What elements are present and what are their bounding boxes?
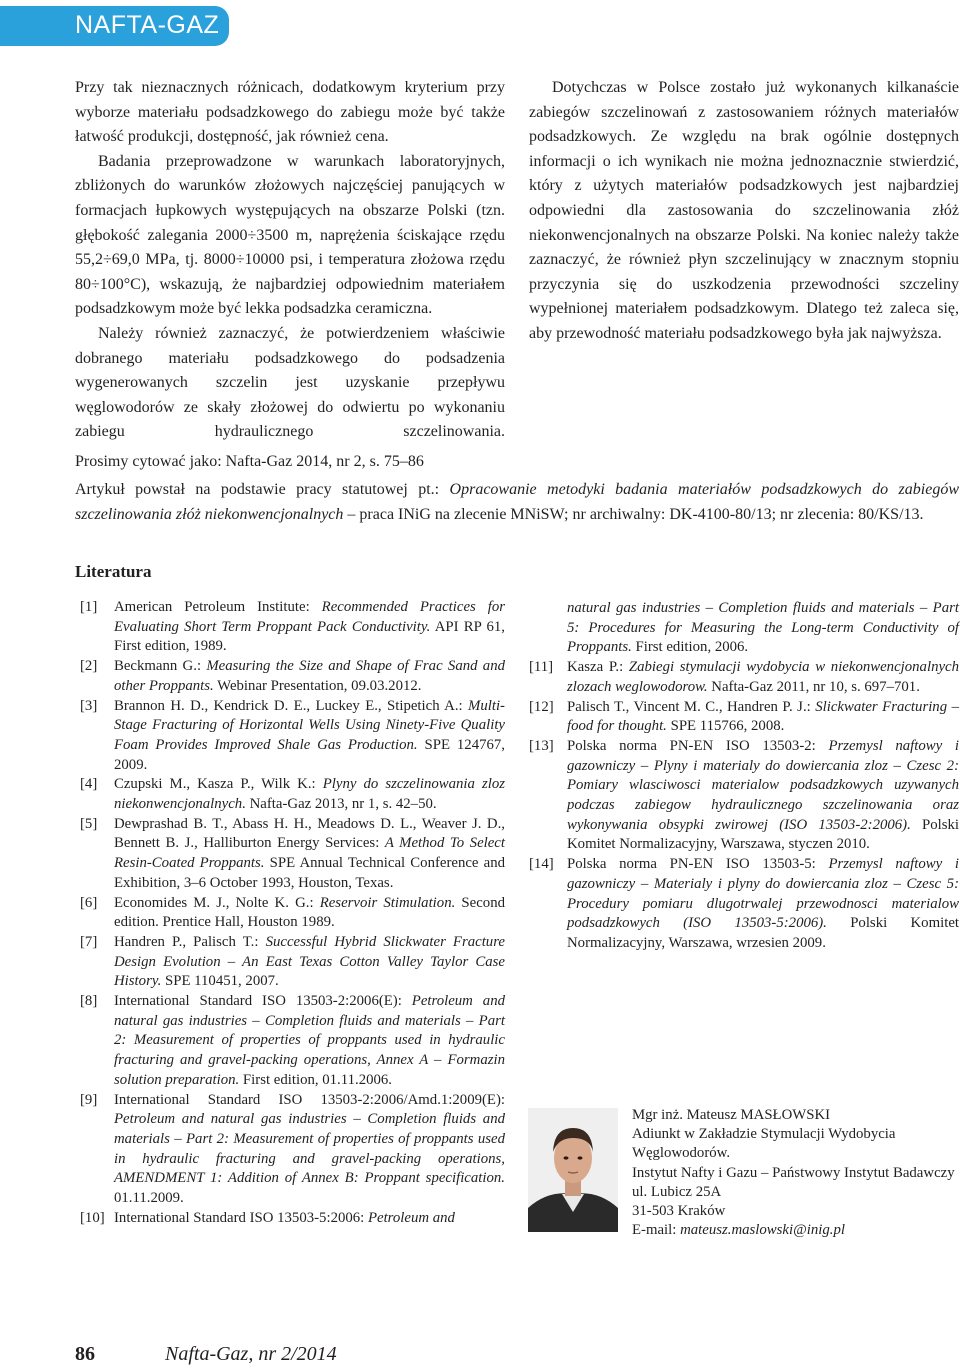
author-email-label: E-mail: — [632, 1222, 681, 1239]
reference-item — [80, 775, 505, 814]
reference-title: Przemysl naftowy i gazowniczy – Materialy i plyny do dowiercania zloz – Czesc 5: Procedury pomiaru dlugotrwalej przewodnosci materialow podsadzkowych (ISO 13503-5:2006). — [567, 856, 959, 932]
reference-rest: Polski Komitet Normalizacyjny, Warszawa, styczen 2010. — [567, 816, 959, 853]
reference-item — [80, 894, 505, 933]
reference-authors: Czupski M., Kasza P., Wilk K.: — [114, 776, 323, 793]
reference-authors: Palisch T., Vincent M. C., Handren P. J.: — [567, 698, 816, 715]
reference-authors: Beckmann G.: — [114, 658, 207, 675]
journal-header-title: NAFTA-GAZ — [75, 11, 220, 39]
reference-item — [80, 1209, 505, 1229]
reference-title: Recommended Practices for Evaluating Short Term Proppant Pack Conductivity. — [114, 599, 506, 635]
body-paragraph: Przy tak nieznacznych różnicach, dodatkowym kryterium przy wyborze materiału podsadzkowego do zabiegu może być także łatwość produkcji, dostępność, jak również cena. — [75, 79, 505, 146]
origin-suffix: – praca INiG na zlecenie MNiSW; nr archiwalny: DK-4100-80/13; nr zlecenia: 80/KS/13. — [343, 505, 924, 523]
reference-authors: Kasza P.: — [567, 659, 629, 676]
reference-title: Petroleum and natural gas industries – Completion fluids and materials – Part 2: Measurement of properties of proppants used in hydraulic fracturing and gravel-packing operations, AMENDMENT 1: Addition of Annex B: Proppant specification. — [114, 1111, 505, 1187]
literature-heading: Literatura — [75, 562, 152, 581]
origin-title: Opracowanie metodyki badania materiałów podsadzkowych do zabiegów szczelinowania złóż niekonwencjonalnych — [75, 481, 960, 523]
reference-item — [80, 598, 505, 657]
reference-continued — [529, 599, 959, 658]
reference-item — [80, 992, 505, 1091]
reference-rest: Webinar Presentation, 09.03.2012. — [213, 677, 422, 694]
reference-authors: Polska norma PN-EN ISO 13503-5: — [567, 856, 829, 873]
reference-title: Zabiegi stymulacji wydobycia w niekonwencjonalnych zlozach weglowodorow. — [567, 659, 959, 695]
journal-header-tab — [0, 6, 229, 46]
reference-number: [14] — [529, 856, 554, 873]
reference-title: Slickwater Fracturing – food for thought. — [567, 698, 959, 735]
reference-title: A Method To Select Resin-Coated Proppants. — [114, 835, 505, 872]
reference-title: natural gas industries – Completion fluids and materials – Part 5: Procedures for Measuring the Long-term Conductivity of Proppants. — [567, 600, 959, 656]
body-column-left — [75, 76, 505, 445]
reference-rest: API RP 61, First edition, 1989. — [114, 618, 505, 655]
reference-number: [11] — [529, 659, 554, 676]
body-paragraph: Dotychczas w Polsce zostało już wykonanych kilkanaście zabiegów szczelinowań z zastosowaniem różnych materiałów podsadzkowych. Ze względu na brak ogólnie dostępnych informacji o ich wynikach nie można jednoznacznie stwierdzić, który z użytych materiałów podsadzkowych jest najbardziej odpowiedni dla zastosowania do szczelinowania złóż niekonwencjonalnych na obszarze Polski. Na koniec należy także zaznaczyć, że również płyn szczelinujący w znacznym stopniu przyczynia się do uszkodzenia przewodności szczeliny wypełnionej materiałem podsadzkowym. Dlatego też zaleca się, aby przewodność materiału podsadzkowego była jak najwyższa. — [529, 79, 959, 342]
author-portrait-image — [528, 1108, 618, 1232]
reference-authors: International Standard ISO 13503-5:2006: — [114, 1209, 368, 1226]
reference-number: [10] — [80, 1209, 105, 1226]
reference-authors: Dewprashad B. T., Abass H. H., Meadows D. L., Weaver J. D., Bennett B. J., Halliburton Energy Services: — [114, 815, 505, 852]
reference-number: [13] — [529, 737, 554, 754]
reference-title: Petroleum and — [367, 1209, 455, 1226]
body-paragraph: Badania przeprowadzone w warunkach laboratoryjnych, zbliżonych do warunków złożowych najczęściej panujących w formacjach łupkowych występujących na obszarze Polski (tzn. głębokość zalegania 2000÷3500 m, naprężenia ściskające rzędu 55,2÷69,0 MPa, tj. 8000÷10000 psi, i temperatura złożowa rzędu 80÷100°C), wskazują, że najbardziej odpowiednim materiałem podsadzkowym może być lekka podsadzka ceramiczna. — [75, 152, 505, 318]
reference-number: [7] — [80, 933, 98, 950]
reference-number: [4] — [80, 776, 98, 793]
author-name: Mgr inż. Mateusz MASŁOWSKI — [632, 1107, 831, 1123]
reference-rest: Nafta-Gaz 2011, nr 10, s. 697–701. — [707, 678, 920, 695]
reference-item — [80, 697, 505, 776]
references-right — [529, 599, 959, 954]
author-city: 31-503 Kraków — [632, 1203, 726, 1220]
reference-item — [80, 657, 505, 696]
reference-authors: Polska norma PN-EN ISO 13503-2: — [567, 737, 829, 754]
reference-authors: American Petroleum Institute: — [114, 599, 322, 615]
reference-rest: SPE 115766, 2008. — [666, 718, 785, 735]
author-email-line — [632, 1221, 960, 1240]
author-email-link[interactable]: mateusz.maslowski@inig.pl — [680, 1222, 845, 1239]
reference-number: [6] — [80, 894, 98, 911]
author-photo — [528, 1108, 618, 1232]
reference-item — [529, 698, 959, 737]
origin-prefix: Artykuł powstał na podstawie pracy statutowej pt.: — [75, 481, 450, 498]
reference-item — [80, 815, 505, 894]
reference-authors: Brannon H. D., Kendrick D. E., Luckey E., Stipetich A.: — [114, 697, 468, 714]
reference-number: [1] — [80, 599, 98, 615]
reference-authors: Handren P., Palisch T.: — [114, 933, 266, 950]
reference-title: Reservoir Stimulation. — [319, 894, 456, 911]
reference-item — [80, 933, 505, 992]
reference-rest: First edition, 01.11.2006. — [239, 1071, 393, 1088]
reference-item — [80, 1091, 505, 1209]
reference-rest: Polski Komitet Normalizacyjny, Warszawa, wrzesien 2009. — [567, 915, 959, 951]
body-paragraph: Należy również zaznaczyć, że potwierdzeniem właściwie dobranego materiału podsadzkowego do podsadzenia wygenerowanych szczelin jest uzyskanie przepływu węglowodorów ze skały złożowej do odwiertu po wykonaniu zabiegu hydraulicznego szczelinowania. — [75, 324, 505, 441]
reference-rest: First edition, 2006. — [631, 639, 749, 656]
reference-title: Plyny do szczelinowania zloz niekonwencjonalnych. — [114, 776, 506, 813]
reference-rest: SPE Annual Technical Conference and Exhibition, 3–6 October 1993, Houston, Texas. — [114, 855, 505, 891]
reference-rest: SPE 124767, 2009. — [114, 736, 505, 773]
reference-rest: 01.11.2009. — [114, 1190, 184, 1207]
reference-authors: Economides M. J., Nolte K. G.: — [114, 894, 320, 911]
references-left — [80, 598, 505, 1229]
reference-item — [529, 658, 959, 697]
reference-title: Przemysl naftowy i gazowniczy – Plyny i materialy do dowiercania zloz – Czesc 2: Pomiary wlasciwosci materialow podsadzkowych uzywanych podczas zabiegow hydraulicznego szczelinowania oraz wykonywania obsypki zwirowej (ISO 13503-2:2006). — [567, 737, 959, 833]
citation-note: Prosimy cytować jako: Nafta-Gaz 2014, nr 2, s. 75–86 — [75, 453, 424, 470]
reference-title: Petroleum and natural gas industries – Completion fluids and materials – Part 2: Measurement of properties of proppants used in hydraulic fracturing and gravel-packing operations, Annex A – Formazin solution preparation. — [114, 993, 505, 1088]
body-column-right — [529, 76, 959, 347]
reference-rest: Nafta-Gaz 2013, nr 1, s. 42–50. — [245, 796, 437, 813]
footer-journal-issue: Nafta-Gaz, nr 2/2014 — [165, 1343, 337, 1365]
article-origin-note — [75, 478, 959, 527]
reference-number: [9] — [80, 1091, 98, 1108]
reference-title: Multi-Stage Fracturing of Horizontal Wells Using Ninety-Five Quality Foam Provides Improved Shale Gas Production. — [114, 697, 505, 753]
reference-number: [12] — [529, 698, 554, 715]
reference-item — [529, 855, 959, 954]
reference-rest: SPE 110451, 2007. — [161, 973, 279, 990]
reference-number: [8] — [80, 993, 98, 1010]
reference-authors: International Standard ISO 13503-2:2006/Amd.1:2009(E): — [114, 1091, 505, 1108]
reference-authors: International Standard ISO 13503-2:2006(E): — [114, 993, 412, 1010]
reference-rest: Second edition. Prentice Hall, Houston 1989. — [114, 894, 505, 931]
reference-title: Measuring the Size and Shape of Frac Sand and other Proppants. — [114, 658, 505, 694]
reference-number: [2] — [80, 658, 98, 675]
author-position: Adiunkt w Zakładzie Stymulacji Wydobycia Węglowodorów. — [632, 1126, 896, 1162]
page-number: 86 — [75, 1343, 95, 1365]
reference-item — [529, 737, 959, 855]
reference-title: Successful Hybrid Slickwater Fracture Design Evolution – An East Texas Cotton Valley Taylor Case History. — [114, 933, 505, 990]
page-footer — [75, 1343, 337, 1366]
author-info — [632, 1106, 960, 1240]
reference-number: [3] — [80, 697, 98, 714]
author-institute: Instytut Nafty i Gazu – Państwowy Instytut Badawczy — [632, 1164, 955, 1181]
author-street: ul. Lubicz 25A — [632, 1183, 722, 1200]
reference-number: [5] — [80, 815, 98, 832]
